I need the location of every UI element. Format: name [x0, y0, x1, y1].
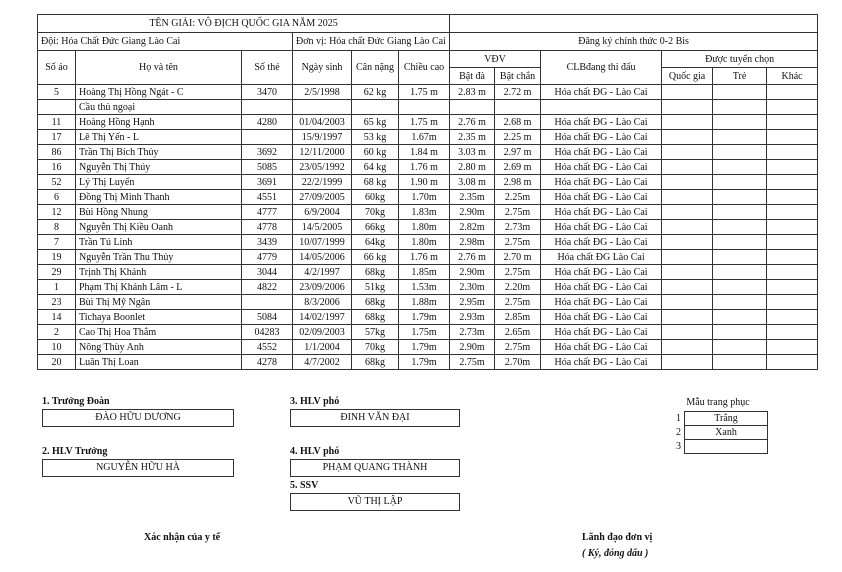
- player-number: 29: [38, 265, 76, 280]
- player-dob: 12/11/2000: [293, 145, 352, 160]
- medical-confirmation: Xác nhận của y tế: [144, 532, 221, 543]
- player-card: 5085: [242, 160, 293, 175]
- player-club: Hóa chất ĐG Lào Cai: [541, 250, 662, 265]
- uniform-index: 3: [668, 440, 685, 454]
- col-header-dob: Ngày sinh: [293, 51, 352, 85]
- player-block: 2.75m: [495, 295, 541, 310]
- selected-other-cell: [767, 325, 818, 340]
- player-club: Hóa chất ĐG - Lào Cai: [541, 115, 662, 130]
- player-spike: 3.03 m: [450, 145, 495, 160]
- player-number: 5: [38, 85, 76, 100]
- col-header-club: CLBđang thi đấu: [541, 51, 662, 85]
- player-number: 52: [38, 175, 76, 190]
- selected-national-cell: [662, 130, 713, 145]
- player-club: Hóa chất ĐG - Lào Cai: [541, 190, 662, 205]
- player-weight: 51kg: [352, 280, 399, 295]
- selected-national-cell: [662, 250, 713, 265]
- registration-type: Đăng ký chính thức 0-2 Bis: [450, 33, 818, 51]
- player-spike: 2.98m: [450, 235, 495, 250]
- table-row: [38, 190, 818, 205]
- selected-youth-cell: [713, 220, 767, 235]
- player-height: 1.80m: [399, 235, 450, 250]
- selected-national-cell: [662, 220, 713, 235]
- selected-national-cell: [662, 235, 713, 250]
- table-row: [38, 355, 818, 370]
- player-height: 1.84 m: [399, 145, 450, 160]
- col-header-vdv: VĐV: [450, 51, 541, 68]
- selected-other-cell: [767, 175, 818, 190]
- selected-youth-cell: [713, 130, 767, 145]
- player-height: 1.88m: [399, 295, 450, 310]
- player-number: 23: [38, 295, 76, 310]
- player-weight: 60 kg: [352, 145, 399, 160]
- col-header-name: Họ và tên: [76, 51, 242, 85]
- head-coach-label: 2. HLV Trưởng: [42, 446, 108, 457]
- col-header-national: Quốc gia: [662, 68, 713, 85]
- selected-national-cell: [662, 310, 713, 325]
- player-block: 2.75m: [495, 265, 541, 280]
- player-card: 5084: [242, 310, 293, 325]
- selected-national-cell: [662, 115, 713, 130]
- player-name: Bùi Hồng Nhung: [76, 205, 242, 220]
- player-dob: 14/5/2005: [293, 220, 352, 235]
- selected-youth-cell: [713, 280, 767, 295]
- player-spike: 2.76 m: [450, 115, 495, 130]
- player-number: 11: [38, 115, 76, 130]
- player-spike: 2.95m: [450, 295, 495, 310]
- player-spike: 2.76 m: [450, 250, 495, 265]
- player-height: 1.75m: [399, 325, 450, 340]
- player-height: 1.53m: [399, 280, 450, 295]
- selected-other-cell: [767, 280, 818, 295]
- selected-national-cell: [662, 175, 713, 190]
- player-block: 2.20m: [495, 280, 541, 295]
- player-name: Luân Thị Loan: [76, 355, 242, 370]
- head-coach-box: NGUYỄN HỮU HÀ: [42, 459, 234, 477]
- selected-national-cell: [662, 295, 713, 310]
- player-club: Hóa chất ĐG - Lào Cai: [541, 145, 662, 160]
- player-block: 2.25 m: [495, 130, 541, 145]
- player-height: 1.79m: [399, 340, 450, 355]
- player-weight: 65 kg: [352, 115, 399, 130]
- player-club: Hóa chất ĐG - Lào Cai: [541, 235, 662, 250]
- selected-youth-cell: [713, 190, 767, 205]
- player-weight: 64kg: [352, 235, 399, 250]
- player-dob: 4/7/2002: [293, 355, 352, 370]
- player-club: Hóa chất ĐG - Lào Cai: [541, 160, 662, 175]
- selected-other-cell: [767, 190, 818, 205]
- col-header-card: Số thẻ: [242, 51, 293, 85]
- player-name: Phạm Thị Khánh Lâm - L: [76, 280, 242, 295]
- selected-youth-cell: [713, 115, 767, 130]
- player-card: 4778: [242, 220, 293, 235]
- player-height: 1.79m: [399, 310, 450, 325]
- player-number: 6: [38, 190, 76, 205]
- player-card: 4552: [242, 340, 293, 355]
- col-header-no: Số áo: [38, 51, 76, 85]
- player-weight: 64 kg: [352, 160, 399, 175]
- player-weight: 62 kg: [352, 85, 399, 100]
- player-block: 2.69 m: [495, 160, 541, 175]
- player-card: [242, 295, 293, 310]
- player-name: Hoàng Thị Hồng Ngát - C: [76, 85, 242, 100]
- player-club: Hóa chất ĐG - Lào Cai: [541, 340, 662, 355]
- player-number: 7: [38, 235, 76, 250]
- selected-national-cell: [662, 205, 713, 220]
- player-name: Nguyễn Thị Kiều Oanh: [76, 220, 242, 235]
- player-block: 2.73m: [495, 220, 541, 235]
- player-card: 4551: [242, 190, 293, 205]
- player-dob: 02/09/2003: [293, 325, 352, 340]
- player-height: 1.79m: [399, 355, 450, 370]
- player-weight: 66kg: [352, 220, 399, 235]
- selected-youth-cell: [713, 145, 767, 160]
- player-height: 1.80m: [399, 220, 450, 235]
- player-name: Trịnh Thị Khánh: [76, 265, 242, 280]
- table-row: [38, 145, 818, 160]
- selected-national-cell: [662, 325, 713, 340]
- table-row: [38, 220, 818, 235]
- selected-other-cell: [767, 340, 818, 355]
- player-spike: 2.75m: [450, 355, 495, 370]
- col-header-selected: Được tuyển chọn: [662, 51, 818, 68]
- player-spike: 2.83 m: [450, 85, 495, 100]
- ssv-box: VŨ THỊ LẬP: [290, 493, 460, 511]
- player-number: 17: [38, 130, 76, 145]
- head-of-delegation-box: ĐÀO HỮU DƯƠNG: [42, 409, 234, 427]
- player-name: Cao Thị Hoa Thắm: [76, 325, 242, 340]
- table-row: [38, 85, 818, 100]
- selected-youth-cell: [713, 295, 767, 310]
- selected-youth-cell: [713, 355, 767, 370]
- player-card: 4280: [242, 115, 293, 130]
- player-card: 4779: [242, 250, 293, 265]
- player-card: 3692: [242, 145, 293, 160]
- selected-other-cell: [767, 145, 818, 160]
- unit-name: Đơn vị: Hóa chất Đức Giang Lào Cai: [293, 33, 450, 51]
- selected-national-cell: [662, 265, 713, 280]
- player-block: 2.70m: [495, 355, 541, 370]
- table-row: [38, 205, 818, 220]
- uniform-color: Xanh: [685, 426, 768, 440]
- player-dob: 22/2/1999: [293, 175, 352, 190]
- unit-leader: Lãnh đạo đơn vị: [582, 532, 653, 543]
- selected-national-cell: [662, 160, 713, 175]
- player-club: Hóa chất ĐG - Lào Cai: [541, 85, 662, 100]
- table-row: [38, 115, 818, 130]
- player-spike: 2.90m: [450, 265, 495, 280]
- player-name: Lê Thị Yến - L: [76, 130, 242, 145]
- player-club: Hóa chất ĐG - Lào Cai: [541, 355, 662, 370]
- assistant-coach-1-box: ĐINH VĂN ĐẠI: [290, 409, 460, 427]
- player-weight: 68 kg: [352, 175, 399, 190]
- selected-youth-cell: [713, 265, 767, 280]
- selected-youth-cell: [713, 205, 767, 220]
- player-block: 2.97 m: [495, 145, 541, 160]
- player-dob: 6/9/2004: [293, 205, 352, 220]
- player-club: Hóa chất ĐG - Lào Cai: [541, 220, 662, 235]
- player-height: 1.76 m: [399, 160, 450, 175]
- selected-national-cell: [662, 340, 713, 355]
- player-weight: 66 kg: [352, 250, 399, 265]
- uniform-index: 2: [668, 426, 685, 440]
- player-block: 2.65m: [495, 325, 541, 340]
- player-card: 4278: [242, 355, 293, 370]
- player-height: 1.75 m: [399, 115, 450, 130]
- player-weight: 70kg: [352, 340, 399, 355]
- selected-other-cell: [767, 160, 818, 175]
- player-card: 3691: [242, 175, 293, 190]
- player-dob: 4/2/1997: [293, 265, 352, 280]
- selected-youth-cell: [713, 235, 767, 250]
- selected-youth-cell: [713, 310, 767, 325]
- player-spike: 2.90m: [450, 340, 495, 355]
- assistant-coach-1-label: 3. HLV phó: [290, 396, 340, 407]
- player-weight: 57kg: [352, 325, 399, 340]
- player-club: Hóa chất ĐG - Lào Cai: [541, 295, 662, 310]
- player-number: 16: [38, 160, 76, 175]
- uniform-section: [668, 397, 768, 454]
- player-club: Hóa chất ĐG - Lào Cai: [541, 310, 662, 325]
- player-block: 2.75m: [495, 340, 541, 355]
- head-of-delegation-label: 1. Trưởng Đoàn: [42, 396, 110, 407]
- selected-other-cell: [767, 235, 818, 250]
- player-weight: 60kg: [352, 190, 399, 205]
- player-number: 12: [38, 205, 76, 220]
- player-number: 19: [38, 250, 76, 265]
- player-number: 8: [38, 220, 76, 235]
- player-spike: 3.08 m: [450, 175, 495, 190]
- player-height: 1.67m: [399, 130, 450, 145]
- player-height: 1.83m: [399, 205, 450, 220]
- player-dob: 23/05/1992: [293, 160, 352, 175]
- player-name: Tichaya Boonlet: [76, 310, 242, 325]
- selected-other-cell: [767, 295, 818, 310]
- selected-other-cell: [767, 310, 818, 325]
- foreign-player-row: [38, 100, 818, 115]
- player-number: 10: [38, 340, 76, 355]
- player-dob: 14/02/1997: [293, 310, 352, 325]
- assistant-coach-2-box: PHẠM QUANG THÀNH: [290, 459, 460, 477]
- player-block: 2.75m: [495, 205, 541, 220]
- player-block: 2.70 m: [495, 250, 541, 265]
- ssv-label: 5. SSV: [290, 480, 319, 491]
- foreign-player-label: Cầu thủ ngoại: [76, 100, 242, 115]
- selected-other-cell: [767, 130, 818, 145]
- player-weight: 70kg: [352, 205, 399, 220]
- selected-youth-cell: [713, 340, 767, 355]
- player-card: 3439: [242, 235, 293, 250]
- selected-youth-cell: [713, 160, 767, 175]
- player-dob: 14/05/2006: [293, 250, 352, 265]
- col-header-youth: Trẻ: [713, 68, 767, 85]
- selected-other-cell: [767, 205, 818, 220]
- col-header-other: Khác: [767, 68, 818, 85]
- player-height: 1.70m: [399, 190, 450, 205]
- player-dob: 27/09/2005: [293, 190, 352, 205]
- player-block: 2.75m: [495, 235, 541, 250]
- player-card: 4822: [242, 280, 293, 295]
- selected-other-cell: [767, 355, 818, 370]
- selected-youth-cell: [713, 175, 767, 190]
- table-row: [38, 130, 818, 145]
- table-row: [38, 250, 818, 265]
- player-spike: 2.82m: [450, 220, 495, 235]
- player-block: 2.98 m: [495, 175, 541, 190]
- table-row: [38, 280, 818, 295]
- player-card: 04283: [242, 325, 293, 340]
- player-name: Trần Tú Linh: [76, 235, 242, 250]
- selected-national-cell: [662, 85, 713, 100]
- player-name: Lý Thị Luyến: [76, 175, 242, 190]
- table-row: [38, 325, 818, 340]
- player-weight: 68kg: [352, 310, 399, 325]
- selected-national-cell: [662, 280, 713, 295]
- assistant-coach-2-label: 4. HLV phó: [290, 446, 340, 457]
- player-height: 1.85m: [399, 265, 450, 280]
- player-spike: 2.35 m: [450, 130, 495, 145]
- player-number: 14: [38, 310, 76, 325]
- selected-national-cell: [662, 145, 713, 160]
- player-block: 2.72 m: [495, 85, 541, 100]
- table-row: [38, 265, 818, 280]
- table-row: [38, 235, 818, 250]
- player-card: [242, 130, 293, 145]
- player-weight: 68kg: [352, 355, 399, 370]
- selected-other-cell: [767, 250, 818, 265]
- player-club: Hóa chất ĐG - Lào Cai: [541, 280, 662, 295]
- player-spike: 2.80 m: [450, 160, 495, 175]
- player-dob: 23/09/2006: [293, 280, 352, 295]
- player-card: 4777: [242, 205, 293, 220]
- selected-national-cell: [662, 190, 713, 205]
- uniform-table: [668, 411, 768, 454]
- table-row: [38, 340, 818, 355]
- selected-other-cell: [767, 115, 818, 130]
- player-block: 2.85m: [495, 310, 541, 325]
- uniform-color: [685, 440, 768, 454]
- roster-table: [37, 14, 818, 370]
- selected-other-cell: [767, 85, 818, 100]
- table-row: [38, 310, 818, 325]
- player-number: 2: [38, 325, 76, 340]
- table-row: [38, 175, 818, 190]
- player-card: 3044: [242, 265, 293, 280]
- player-number: 1: [38, 280, 76, 295]
- player-spike: 2.90m: [450, 205, 495, 220]
- player-club: Hóa chất ĐG - Lào Cai: [541, 325, 662, 340]
- player-number: 86: [38, 145, 76, 160]
- col-header-spike: Bật đà: [450, 68, 495, 85]
- col-header-block: Bật chắn: [495, 68, 541, 85]
- player-name: Bùi Thị Mỹ Ngân: [76, 295, 242, 310]
- selected-other-cell: [767, 220, 818, 235]
- player-spike: 2.73m: [450, 325, 495, 340]
- col-header-height: Chiều cao: [399, 51, 450, 85]
- player-club: Hóa chất ĐG - Lào Cai: [541, 265, 662, 280]
- player-weight: 68kg: [352, 265, 399, 280]
- player-club: Hóa chất ĐG - Lào Cai: [541, 175, 662, 190]
- selected-youth-cell: [713, 250, 767, 265]
- table-row: [38, 295, 818, 310]
- player-dob: 2/5/1998: [293, 85, 352, 100]
- player-dob: 01/04/2003: [293, 115, 352, 130]
- player-weight: 53 kg: [352, 130, 399, 145]
- player-dob: 8/3/2006: [293, 295, 352, 310]
- team-name: Đội: Hóa Chất Đức Giang Lào Cai: [38, 33, 293, 51]
- uniform-index: 1: [668, 412, 685, 426]
- player-height: 1.76 m: [399, 250, 450, 265]
- player-name: Nông Thùy Anh: [76, 340, 242, 355]
- player-club: Hóa chất ĐG - Lào Cai: [541, 205, 662, 220]
- selected-other-cell: [767, 265, 818, 280]
- uniform-color: Trắng: [685, 412, 768, 426]
- player-dob: 15/9/1997: [293, 130, 352, 145]
- player-club: Hóa chất ĐG - Lào Cai: [541, 130, 662, 145]
- col-header-weight: Cân nặng: [352, 51, 399, 85]
- player-height: 1.75 m: [399, 85, 450, 100]
- player-spike: 2.30m: [450, 280, 495, 295]
- player-number: 20: [38, 355, 76, 370]
- selected-youth-cell: [713, 325, 767, 340]
- uniform-title: Mẫu trang phục: [686, 397, 750, 408]
- player-dob: 1/1/2004: [293, 340, 352, 355]
- player-name: Trần Thị Bích Thủy: [76, 145, 242, 160]
- sign-stamp-note: ( Ký, đóng dấu ): [582, 548, 649, 559]
- player-name: Hoàng Hồng Hạnh: [76, 115, 242, 130]
- player-name: Nguyễn Trần Thu Thủy: [76, 250, 242, 265]
- player-name: Đồng Thị Minh Thanh: [76, 190, 242, 205]
- table-row: [38, 160, 818, 175]
- player-dob: 10/07/1999: [293, 235, 352, 250]
- selected-youth-cell: [713, 85, 767, 100]
- player-spike: 2.35m: [450, 190, 495, 205]
- player-card: 3470: [242, 85, 293, 100]
- player-name: Nguyễn Thị Thúy: [76, 160, 242, 175]
- player-block: 2.25m: [495, 190, 541, 205]
- player-block: 2.68 m: [495, 115, 541, 130]
- player-height: 1.90 m: [399, 175, 450, 190]
- tournament-title: TÊN GIẢI: VÔ ĐỊCH QUỐC GIA NĂM 2025: [38, 15, 450, 33]
- selected-national-cell: [662, 355, 713, 370]
- player-spike: 2.93m: [450, 310, 495, 325]
- player-weight: 68kg: [352, 295, 399, 310]
